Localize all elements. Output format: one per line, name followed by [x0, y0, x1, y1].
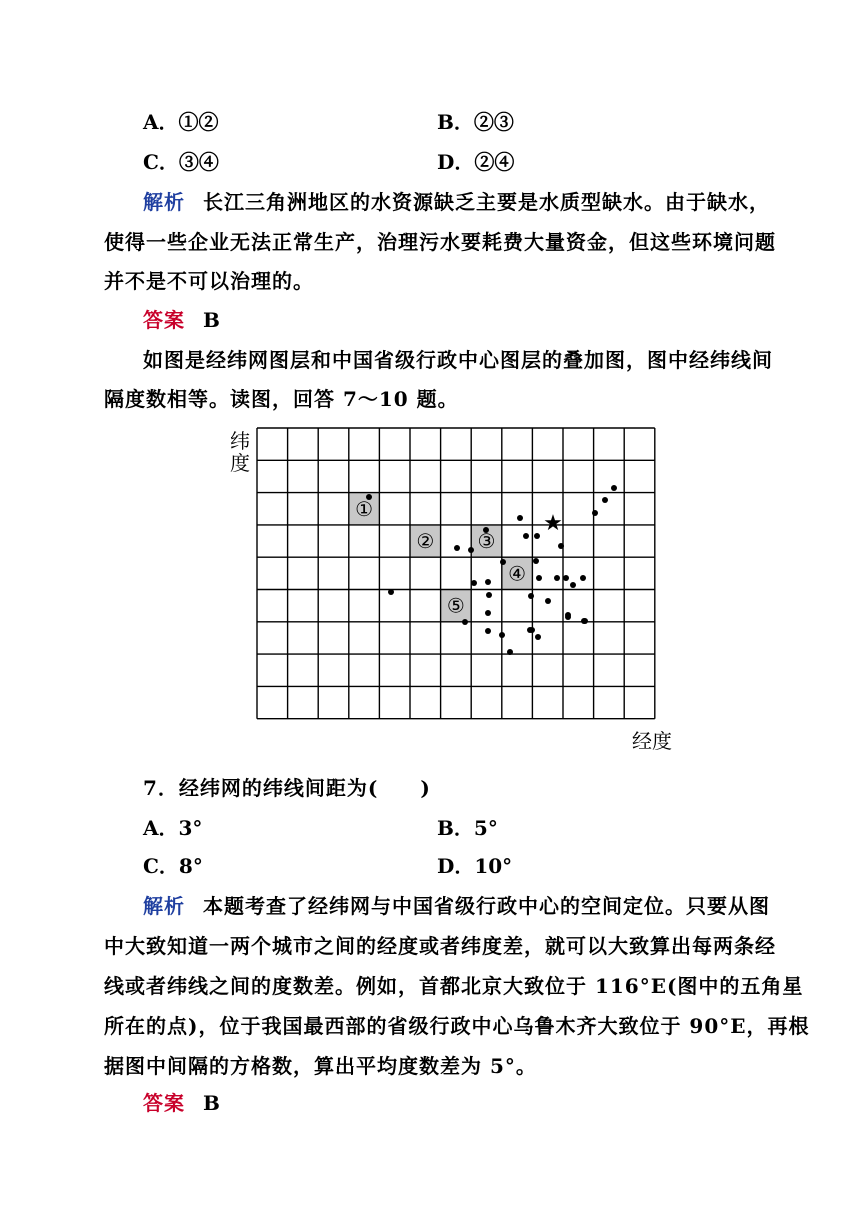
analysis-q7-line2: 中大致知道一两个城市之间的经度或者纬度差，就可以大致算出每两条经	[104, 934, 776, 958]
city-dot	[471, 580, 477, 586]
answer-tag: 答案	[143, 308, 185, 332]
city-dot	[563, 575, 569, 581]
marker-label-4: ④	[508, 561, 527, 586]
intro-line1: 如图是经纬网图层和中国省级行政中心图层的叠加图，图中经纬线间	[143, 348, 773, 372]
answer-q6	[143, 304, 221, 333]
answer-value: B	[203, 1091, 221, 1115]
option-d-q6: D．②④	[437, 150, 515, 174]
option-a-q7: A．3°	[143, 816, 203, 840]
analysis-tag: 解析	[143, 894, 185, 918]
question7-stem: 7．经纬网的纬线间距为( )	[143, 776, 431, 800]
city-dot	[611, 485, 617, 491]
analysis-tag: 解析	[143, 190, 185, 214]
analysis-q7-line1	[143, 890, 770, 919]
analysis-q6-line1	[143, 186, 770, 215]
marker-label-1: ①	[355, 496, 374, 521]
option-c-q6: C．③④	[143, 150, 219, 174]
city-dot	[517, 515, 523, 521]
city-dot	[580, 575, 586, 581]
analysis-q6-text1: 长江三角洲地区的水资源缺乏主要是水质型缺水。由于缺水，	[203, 190, 770, 214]
intro-line2: 隔度数相等。读图，回答 7～10 题。	[104, 387, 459, 411]
answer-value: B	[203, 308, 221, 332]
city-dot	[581, 618, 587, 624]
city-dot	[486, 592, 492, 598]
city-dot	[529, 627, 535, 633]
answer-tag: 答案	[143, 1091, 185, 1115]
marker-label-2: ②	[416, 529, 435, 554]
city-dot	[554, 575, 560, 581]
beijing-star-icon: ★	[543, 511, 563, 536]
city-dot	[454, 545, 460, 551]
city-dot	[570, 582, 576, 588]
analysis-q7-text1: 本题考查了经纬网与中国省级行政中心的空间定位。只要从图	[203, 894, 770, 918]
option-d-q7: D．10°	[437, 854, 513, 878]
analysis-q7-line3: 线或者纬线之间的度数差。例如，首都北京大致位于 116°E(图中的五角星	[104, 974, 804, 998]
city-dot	[533, 558, 539, 564]
city-dot	[565, 612, 571, 618]
analysis-q7-line5: 据图中间隔的方格数，算出平均度数差为 5°。	[104, 1054, 537, 1078]
city-dot	[602, 497, 608, 503]
lat-lon-grid-figure	[220, 420, 680, 760]
city-dot	[558, 543, 564, 549]
answer-q7	[143, 1087, 221, 1116]
x-axis-label: 经度	[632, 729, 672, 753]
city-dot	[534, 533, 540, 539]
marker-label-5: ⑤	[446, 593, 465, 618]
option-c-q7: C．8°	[143, 854, 203, 878]
city-dot	[485, 628, 491, 634]
option-a-q6: A．①②	[143, 110, 219, 134]
marker-label-3: ③	[477, 529, 496, 554]
city-dot	[545, 598, 551, 604]
y-axis-label-2: 度	[230, 451, 250, 475]
analysis-q7-line4: 所在的点)，位于我国最西部的省级行政中心乌鲁木齐大致位于 90°E，再根	[104, 1014, 810, 1038]
city-dot	[388, 589, 394, 595]
city-dot	[592, 510, 598, 516]
city-dot	[507, 649, 513, 655]
y-axis-label-1: 纬	[230, 429, 250, 453]
city-dot	[499, 632, 505, 638]
city-dot	[536, 575, 542, 581]
option-b-q7: B．5°	[437, 816, 498, 840]
city-dot	[500, 559, 506, 565]
analysis-q6-line3: 并不是不可以治理的。	[104, 269, 314, 293]
city-dot	[485, 579, 491, 585]
city-dot	[485, 610, 491, 616]
city-dot	[523, 533, 529, 539]
city-dot	[468, 547, 474, 553]
city-dot	[535, 634, 541, 640]
city-dot	[462, 619, 468, 625]
option-b-q6: B．②③	[437, 110, 514, 134]
city-dot	[528, 593, 534, 599]
analysis-q6-line2: 使得一些企业无法正常生产，治理污水要耗费大量资金，但这些环境问题	[104, 230, 776, 254]
